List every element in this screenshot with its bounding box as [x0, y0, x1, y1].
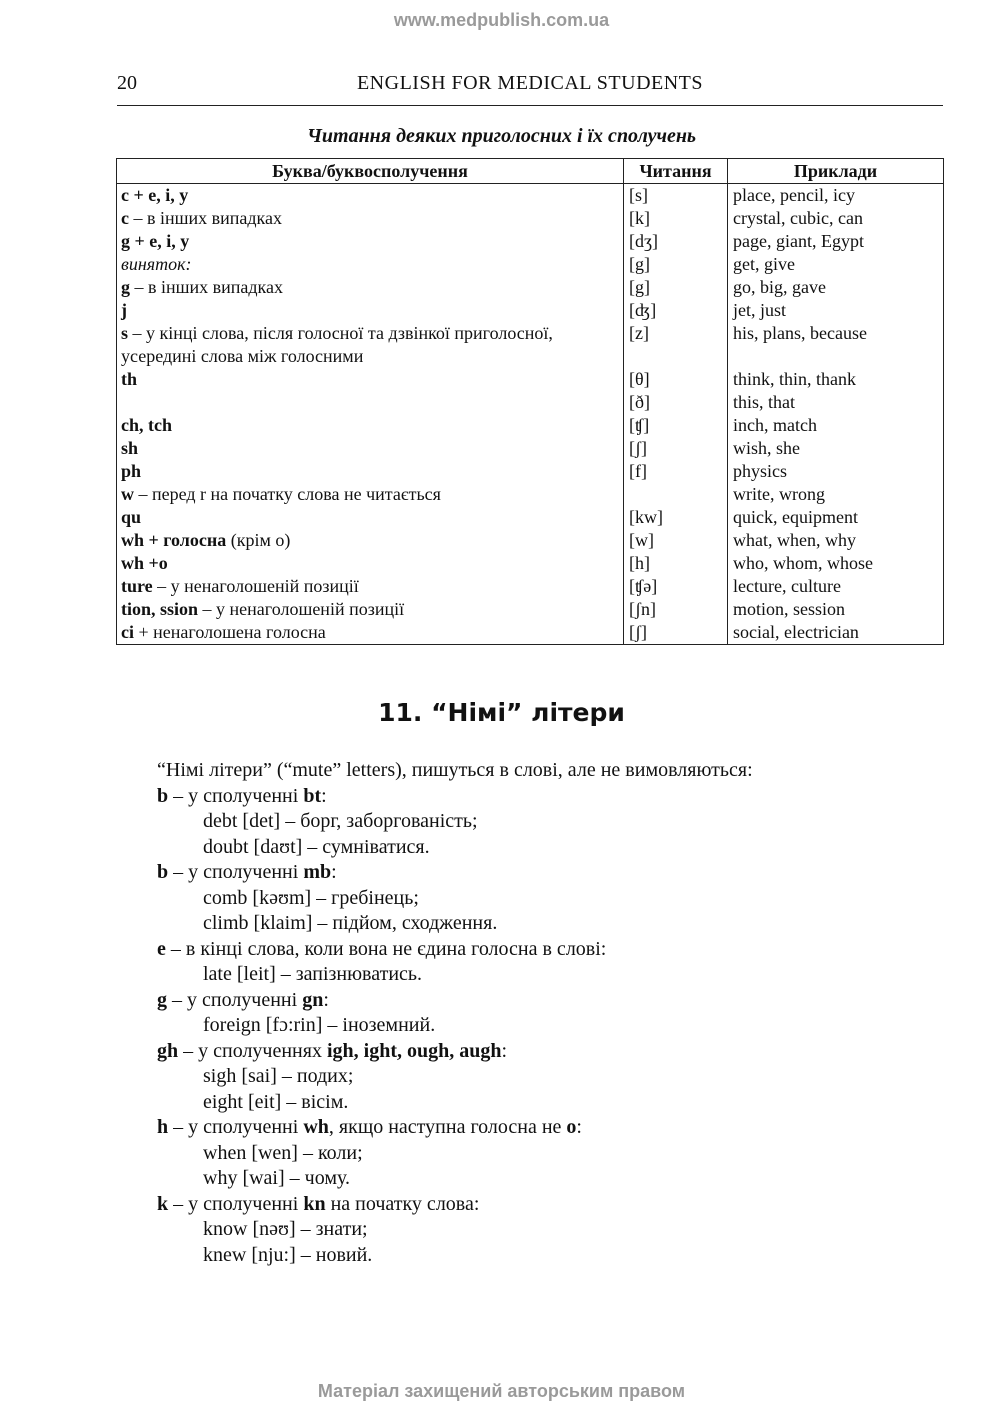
reading-cell: [g] [624, 276, 728, 299]
letter-combination: sh [121, 438, 139, 458]
letter-combination: g + e, i, y [121, 231, 190, 251]
reading-cell: [θ] [624, 368, 728, 391]
table-body [117, 184, 944, 645]
table-row [117, 483, 944, 506]
example-word: sigh [sai] – подих; [203, 1065, 354, 1087]
page-number: 20 [117, 72, 137, 94]
reading-cell: [f] [624, 460, 728, 483]
examples-cell: wish, she [728, 437, 944, 460]
letter-cell [117, 391, 624, 414]
letter-combination: wh + голосна [121, 530, 227, 550]
letter-combination: w [121, 484, 134, 504]
letter-cell [117, 483, 624, 506]
rule-text: : [323, 988, 329, 1011]
example-word: why [wai] – чому. [203, 1167, 350, 1189]
letter-note: – перед r на початку слова не читається [134, 484, 441, 504]
letter-cell [117, 276, 624, 299]
mute-letter-rule [157, 860, 937, 886]
reading-cell: [ʧə] [624, 575, 728, 598]
table-row [117, 276, 944, 299]
reading-cell: [g] [624, 253, 728, 276]
letter-combination: c + e, i, y [121, 185, 189, 205]
section-body [157, 758, 937, 1268]
column-header-letter: Буква/буквосполучення [117, 159, 624, 184]
rule-text: : [576, 1116, 582, 1138]
examples-cell: motion, session [728, 598, 944, 621]
example-word: foreign [fɔ:rin] – іноземний. [203, 1014, 436, 1036]
mute-letter-rule [157, 988, 937, 1014]
consonants-table [116, 158, 944, 645]
examples-cell: get, give [728, 253, 944, 276]
table-row [117, 207, 944, 230]
table-header-row [117, 159, 944, 184]
example-word: comb [kəʊm] – гребінець; [203, 886, 419, 909]
table-row [117, 598, 944, 621]
examples-cell: this, that [728, 391, 944, 414]
mute-letter-rule [157, 784, 937, 810]
table-row [117, 299, 944, 322]
rule-text: – в кінці слова, коли вона не єдина голосна в слові: [165, 937, 607, 960]
section-intro: “Німі літери” (“mute” letters), пишуться в слові, але не вимовляються: [157, 759, 753, 781]
watermark-top: www.medpublish.com.ua [393, 10, 610, 30]
letter-cell [117, 230, 624, 253]
example-word: knew [nju:] – новий. [203, 1243, 373, 1266]
running-header [117, 72, 943, 106]
reading-cell: [s] [624, 184, 728, 208]
table-row [117, 322, 944, 368]
reading-cell: [h] [624, 552, 728, 575]
rule-text: , якщо наступна голосна не [328, 1116, 567, 1138]
letter-note: – в інших випадках [129, 208, 282, 228]
letter-combination: c [121, 208, 129, 228]
table-row [117, 230, 944, 253]
letter-cell [117, 299, 624, 322]
letter-note: + ненаголошена голосна [134, 622, 326, 642]
examples-cell: who, whom, whose [728, 552, 944, 575]
reading-cell: [dʒ] [624, 230, 728, 253]
table-row [117, 437, 944, 460]
rule-text: на початку слова: [325, 1192, 480, 1215]
examples-cell: social, electrician [728, 621, 944, 645]
example-word: eight [eit] – вісім. [203, 1090, 349, 1113]
table-row [117, 460, 944, 483]
example-word: when [wen] – коли; [203, 1141, 363, 1164]
rule-letters: h [157, 1116, 169, 1138]
table-caption: Читання деяких приголосних і їх сполучень [306, 125, 697, 147]
letter-combination: qu [121, 507, 142, 527]
running-title: ENGLISH FOR MEDICAL STUDENTS [356, 72, 704, 94]
letter-cell [117, 575, 624, 598]
rule-text: – у сполученнях [178, 1039, 327, 1062]
rule-letters: g [157, 988, 167, 1011]
letter-combination: ch, tch [121, 415, 172, 435]
letter-cell [117, 437, 624, 460]
reading-cell: [ð] [624, 391, 728, 414]
example-word: doubt [daʊt] – сумніватися. [203, 835, 430, 858]
letter-exception: виняток: [121, 254, 192, 274]
examples-cell: crystal, cubic, can [728, 207, 944, 230]
table-row [117, 368, 944, 391]
reading-cell: [k] [624, 207, 728, 230]
letter-cell [117, 207, 624, 230]
letter-cell [117, 460, 624, 483]
example-word: climb [klaim] – підйом, сходження. [203, 912, 498, 934]
rule-text: – у сполученні [167, 988, 303, 1011]
reading-cell: [kw] [624, 506, 728, 529]
letter-combination: ci [121, 622, 134, 642]
rule-letters: o [566, 1116, 577, 1138]
table-row [117, 253, 944, 276]
examples-cell: place, pencil, icy [728, 184, 944, 208]
rule-text: : [501, 1039, 508, 1062]
letter-combination: ture [121, 576, 153, 596]
rule-letters: mb [303, 861, 332, 883]
examples-cell: think, thin, thank [728, 368, 944, 391]
rule-text: : [331, 861, 337, 883]
letter-note: – у ненаголошеній позиції [198, 599, 405, 619]
letter-cell [117, 552, 624, 575]
table-row [117, 552, 944, 575]
rule-letters: wh [303, 1116, 329, 1138]
letter-combination: j [121, 300, 127, 320]
letter-cell [117, 368, 624, 391]
mute-letter-rule [157, 937, 937, 963]
examples-cell: jet, just [728, 299, 944, 322]
mute-letter-rule [157, 1192, 937, 1218]
reading-cell [624, 483, 728, 506]
letter-note: – у ненаголошеній позиції [152, 576, 359, 596]
letter-note: (крім о) [226, 530, 291, 550]
examples-cell: go, big, gave [728, 276, 944, 299]
examples-cell: physics [728, 460, 944, 483]
examples-cell: inch, match [728, 414, 944, 437]
letter-cell [117, 598, 624, 621]
example-word: debt [det] – борг, заборгованість; [203, 810, 478, 832]
example-word: late [leit] – запізнюватись. [203, 963, 423, 985]
letter-note: – у кінці слова, після голосної та дзвінкої приголосної, усередині слова між голосними [121, 323, 553, 366]
examples-cell: his, plans, because [728, 322, 944, 368]
letter-cell [117, 322, 624, 368]
rule-text: – у сполученні [168, 861, 304, 883]
watermark-bottom: Матеріал захищений авторським правом [317, 1381, 686, 1401]
rule-text: – у сполученні [168, 784, 304, 807]
table-row [117, 414, 944, 437]
reading-cell: [ʃ] [624, 437, 728, 460]
rule-text: : [321, 784, 327, 807]
reading-cell: [ʧ] [624, 414, 728, 437]
column-header-examples: Приклади [728, 159, 944, 184]
examples-cell: quick, equipment [728, 506, 944, 529]
reading-cell: [ʃ] [624, 621, 728, 645]
examples-cell: write, wrong [728, 483, 944, 506]
letter-combination: s [121, 323, 129, 343]
letter-cell [117, 621, 624, 645]
letter-cell [117, 529, 624, 552]
letter-combination: wh +o [121, 553, 168, 573]
example-word: know [nəʊ] – знати; [203, 1218, 368, 1240]
letter-cell [117, 414, 624, 437]
letter-combination: th [121, 369, 138, 389]
mute-letter-rule [157, 1115, 937, 1141]
rule-text: – у сполученні [168, 1116, 304, 1138]
letter-cell [117, 506, 624, 529]
rule-letters: gn [302, 988, 324, 1011]
letter-cell [117, 184, 624, 208]
letter-combination: g [121, 277, 130, 297]
rule-letters: k [157, 1192, 169, 1215]
rule-letters: igh, ight, ough, augh [326, 1039, 502, 1062]
table-row [117, 529, 944, 552]
table-row [117, 621, 944, 645]
table-row [117, 506, 944, 529]
reading-cell: [w] [624, 529, 728, 552]
rule-letters: e [157, 937, 166, 960]
table-row [117, 391, 944, 414]
rule-letters: bt [303, 784, 322, 807]
reading-cell: [ʤ] [624, 299, 728, 322]
letter-note: – в інших випадках [130, 277, 283, 297]
examples-cell: page, giant, Egypt [728, 230, 944, 253]
examples-cell: what, when, why [728, 529, 944, 552]
examples-cell: lecture, culture [728, 575, 944, 598]
letter-cell [117, 253, 624, 276]
letter-combination: tion, ssion [121, 599, 199, 619]
rule-letters: b [157, 784, 169, 807]
mute-letter-rule [157, 1039, 937, 1065]
table-row [117, 184, 944, 208]
section-heading: 11. “Німі” літери [378, 698, 625, 727]
table-row [117, 575, 944, 598]
letter-combination: ph [121, 461, 142, 481]
rule-letters: b [157, 861, 169, 883]
rule-letters: gh [157, 1039, 179, 1062]
rule-letters: kn [303, 1192, 326, 1215]
reading-cell: [ʃn] [624, 598, 728, 621]
rule-text: – у сполученні [168, 1192, 304, 1215]
column-header-reading: Читання [624, 159, 728, 184]
reading-cell: [z] [624, 322, 728, 368]
